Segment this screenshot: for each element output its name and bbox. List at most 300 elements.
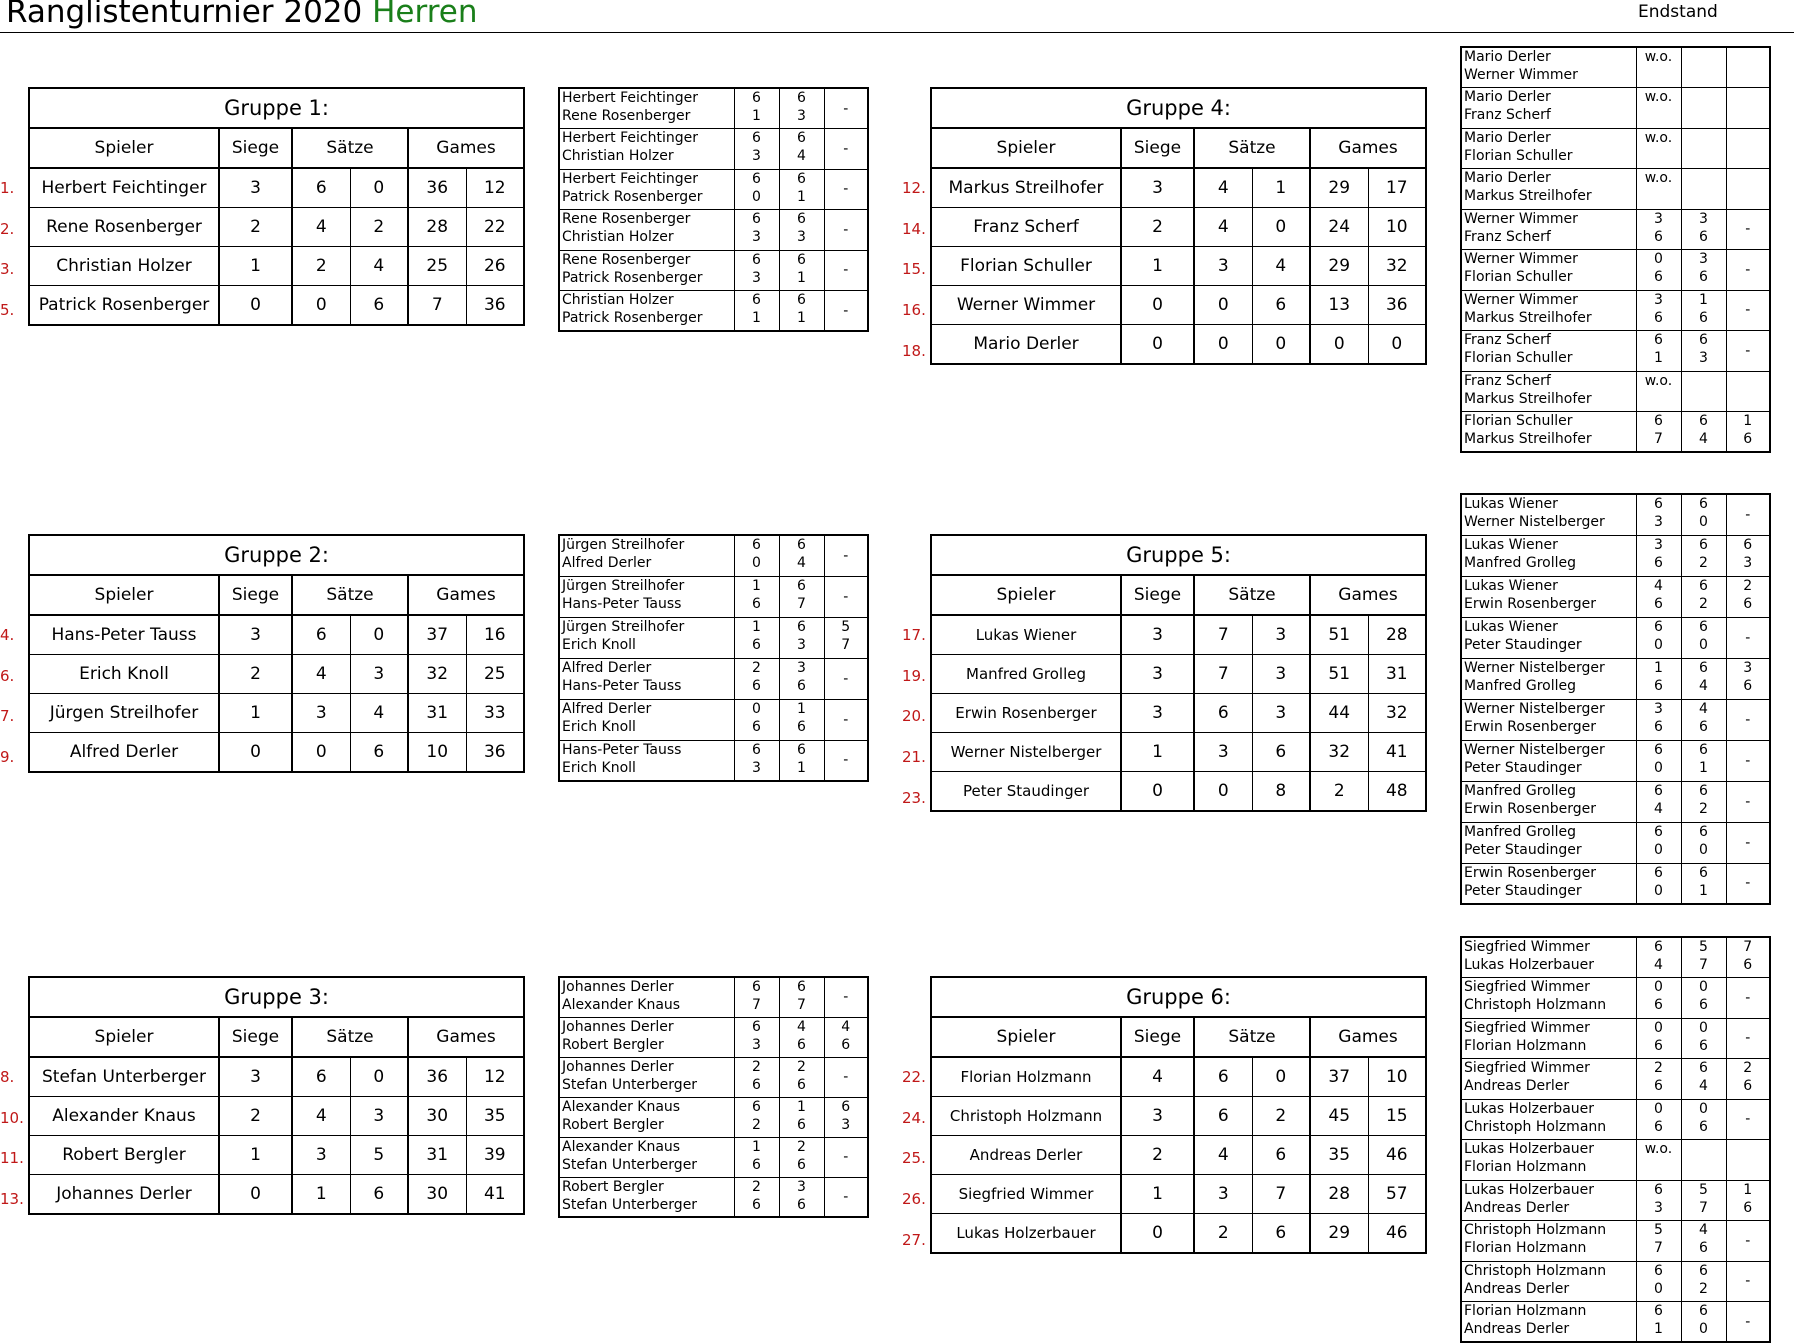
set-1-score-p1: 0 [1654,1019,1663,1036]
match-row [1461,47,1770,88]
set-2-score-p1: 1 [1699,291,1708,308]
match-player-2: Erwin Rosenberger [1464,718,1596,735]
match-player-2: Peter Staudinger [1464,882,1582,899]
set-2-score [1681,1140,1726,1181]
set-3-score-p1 [1727,88,1770,106]
set-3-score-p2 [1727,1158,1770,1176]
set-3-score [1726,1018,1770,1059]
set-1-score-p2: 6 [752,718,761,735]
match-player-1: Manfred Grolleg [1464,823,1576,840]
set-3-score [824,1017,868,1057]
set-1-score-p2: 6 [752,595,761,612]
group-title: Gruppe 2: [29,535,524,575]
set-3-score-p2: 6 [1743,1078,1753,1094]
match-players [559,129,734,170]
column-header-spieler: Spieler [931,1017,1121,1057]
set-1-score [1636,494,1681,535]
match-players [1461,740,1636,781]
player-saetze-lost: 5 [350,1136,408,1175]
player-games-lost: 36 [466,733,524,773]
set-2-score-p1: 4 [797,1018,806,1035]
match-players [559,250,734,291]
player-row [29,655,524,694]
set-1-score [734,88,779,129]
set-2-score-p2: 7 [1699,1199,1708,1216]
player-saetze-won: 7 [1194,655,1252,694]
set-1-score-p1: 4 [1654,577,1663,594]
set-3-score [1726,576,1770,617]
player-games-won: 36 [408,1057,466,1097]
rank-number: 13. [0,1190,24,1208]
player-games-won: 32 [408,655,466,694]
column-header-saetze: Sätze [292,1017,408,1057]
set-1-score-p2: 6 [1654,309,1663,326]
player-games-lost: 41 [1368,733,1426,772]
match-player-1: Lukas Wiener [1464,536,1558,553]
player-saetze-won: 4 [292,208,350,247]
match-row [559,535,868,576]
match-player-1: Johannes Derler [562,1018,674,1035]
player-row [931,325,1426,365]
player-saetze-won: 3 [1194,733,1252,772]
player-siege: 3 [219,615,292,655]
rank-number: 18. [902,341,926,360]
set-3-score [1726,822,1770,863]
match-players [559,617,734,658]
set-2-score-p1: 2 [797,1058,806,1075]
set-2-score [1681,250,1726,291]
set-2-score [779,1137,824,1177]
set-1-score-p1: 1 [752,1138,761,1155]
set-3-dash: - [1745,261,1751,278]
rank-number: 9. [0,748,15,766]
set-3-score [824,617,868,658]
column-header-spieler: Spieler [29,575,219,615]
set-1-score-p1: 6 [1654,1181,1663,1198]
set-3-dash: - [1745,1030,1751,1047]
set-1-score-p1: 3 [1654,210,1663,227]
player-siege: 0 [1121,772,1194,812]
match-players [1461,371,1636,412]
set-1-score-p2: 6 [1654,595,1663,612]
set-3-score [1726,658,1770,699]
match-player-2: Peter Staudinger [1464,636,1582,653]
match-results-table [1460,46,1771,453]
match-player-1: Jürgen Streilhofer [562,618,685,635]
player-games-won: 32 [1310,733,1368,772]
match-player-1: Mario Derler [1464,170,1551,186]
set-2-score [1681,1059,1726,1100]
player-games-lost: 35 [466,1097,524,1136]
set-1-score [1636,535,1681,576]
column-header-games: Games [1310,575,1426,615]
player-row [29,1175,524,1215]
match-players [1461,1099,1636,1140]
column-header-saetze: Sätze [1194,575,1310,615]
set-2-score [1681,1099,1726,1140]
column-header-games: Games [1310,128,1426,168]
match-players [1461,1221,1636,1262]
player-saetze-won: 3 [1194,247,1252,286]
player-saetze-lost: 4 [350,247,408,286]
set-1-score-p1: 1 [752,577,761,594]
column-header-row [29,128,524,168]
set-2-score-p2: 1 [797,269,806,286]
set-2-score-p2 [1682,1158,1726,1176]
match-row [1461,290,1770,331]
set-1-score [1636,371,1681,412]
set-2-score-p2: 6 [797,718,806,735]
set-1-score [1636,617,1681,658]
player-siege: 3 [1121,615,1194,655]
set-1-score-p2: 6 [1654,269,1663,285]
player-games-won: 51 [1310,655,1368,694]
set-3-dash: - [1745,1313,1751,1330]
match-player-2: Lukas Holzerbauer [1464,957,1595,973]
set-1-score-p1: 6 [1654,741,1663,758]
set-2-score [1681,781,1726,822]
set-2-score [1681,658,1726,699]
set-3-score-p1: 6 [1743,536,1753,553]
column-header-row [29,1017,524,1057]
set-3-dash: - [843,302,849,319]
match-player-2: Markus Streilhofer [1464,431,1592,447]
set-3-score-p2: 3 [1743,554,1753,571]
player-siege: 0 [1121,1214,1194,1254]
player-name: Stefan Unterberger [29,1057,219,1097]
match-row [1461,1018,1770,1059]
player-row [29,1097,524,1136]
set-2-score-p2: 2 [1699,595,1708,612]
set-2-score [1681,1180,1726,1221]
player-games-won: 36 [408,168,466,208]
player-name: Markus Streilhofer [931,168,1121,208]
set-2-score-p1: 0 [1699,979,1708,995]
set-2-score-p1 [1682,48,1726,66]
column-header-siege: Siege [219,1017,292,1057]
player-siege: 2 [219,1097,292,1136]
match-row [559,291,868,332]
set-3-score [1726,371,1770,412]
set-1-score [1636,822,1681,863]
set-2-score-p1: 6 [1699,1303,1708,1319]
match-player-2: Stefan Unterberger [562,1076,698,1093]
set-2-score-p2: 6 [797,1036,806,1053]
match-players [1461,937,1636,978]
player-saetze-lost: 6 [350,1175,408,1215]
set-3-dash: - [1745,711,1751,728]
set-3-score [824,699,868,740]
set-2-score-p2: 1 [1699,759,1708,776]
set-2-score-p1: 4 [1699,1222,1708,1238]
group-title: Gruppe 5: [931,535,1426,575]
match-players [559,210,734,251]
set-1-score-p1: 6 [752,251,761,268]
set-3-score [1726,290,1770,331]
player-games-lost: 46 [1368,1214,1426,1254]
player-siege: 1 [219,1136,292,1175]
set-3-dash: - [843,547,849,564]
player-name: Alexander Knaus [29,1097,219,1136]
column-header-games: Games [408,128,524,168]
match-row [559,617,868,658]
player-siege: 0 [219,733,292,773]
group-standings-table [28,534,525,773]
set-2-score-p2 [1682,106,1726,124]
player-saetze-lost: 6 [1252,733,1310,772]
player-saetze-won: 6 [292,1057,350,1097]
set-1-score-p2: 6 [1654,1078,1663,1094]
set-2-score [779,699,824,740]
set-2-score-p1: 6 [797,537,806,553]
set-2-score-p1: 6 [1699,782,1708,799]
match-row [1461,1059,1770,1100]
match-player-1: Siegfried Wimmer [1464,1019,1590,1036]
match-player-1: Lukas Holzerbauer [1464,1181,1595,1198]
set-1-score [1636,290,1681,331]
player-siege: 2 [1121,208,1194,247]
player-saetze-lost: 4 [1252,247,1310,286]
player-games-lost: 16 [466,615,524,655]
match-player-1: Johannes Derler [562,1058,674,1075]
match-players [1461,250,1636,291]
player-saetze-won: 6 [292,615,350,655]
match-row [1461,576,1770,617]
match-player-1: Werner Wimmer [1464,210,1578,227]
set-2-score [779,576,824,617]
set-3-dash: - [843,1149,849,1165]
set-3-dash: - [1745,989,1751,1006]
set-2-score-p1: 6 [1699,1060,1708,1076]
match-player-1: Werner Nistelberger [1464,741,1605,758]
group-title: Gruppe 3: [29,977,524,1017]
set-1-score-p1: 6 [1654,618,1663,635]
match-row [1461,978,1770,1019]
match-row [1461,412,1770,453]
player-row [29,1057,524,1097]
group-title: Gruppe 4: [931,88,1426,128]
match-player-1: Alfred Derler [562,659,652,676]
set-2-score-p1: 6 [797,979,806,995]
set-1-score [1636,169,1681,210]
match-player-2: Manfred Grolleg [1464,554,1576,571]
set-3-score-p1: 3 [1743,659,1753,676]
match-row [559,1057,868,1097]
set-2-score-p2: 2 [1699,1280,1708,1297]
set-3-dash: - [1745,1273,1751,1290]
set-2-score [1681,169,1726,210]
set-1-score-p2: 0 [1654,759,1663,776]
match-player-2: Erich Knoll [562,718,636,735]
set-1-score-p2: 3 [1654,1199,1663,1216]
set-3-score [1726,699,1770,740]
set-1-score-p1: 0 [1654,1100,1663,1117]
set-3-score [824,658,868,699]
set-2-score-p1: 6 [797,741,806,758]
player-row [29,286,524,326]
match-row [559,129,868,170]
match-players [1461,169,1636,210]
column-header-siege: Siege [1121,1017,1194,1057]
set-1-score [734,740,779,781]
player-siege: 0 [1121,325,1194,365]
set-2-score-p2: 6 [797,677,806,694]
set-3-score-p1: 5 [841,618,851,635]
set-1-score-p1: 6 [752,1098,761,1115]
set-3-score [1726,494,1770,535]
player-name: Robert Bergler [29,1136,219,1175]
set-2-score-p2: 7 [797,997,806,1013]
set-1-score-p2: 1 [752,310,761,326]
set-3-score-p1: 4 [841,1018,851,1035]
set-2-score-p1: 6 [1699,618,1708,635]
player-saetze-lost: 3 [1252,694,1310,733]
match-players [1461,699,1636,740]
set-1-score-p2: 6 [1654,677,1663,694]
match-player-1: Mario Derler [1464,49,1551,65]
rank-number: 6. [0,666,15,685]
set-2-score-p1: 6 [797,618,806,635]
rank-number: 26. [902,1190,926,1208]
set-2-score [779,129,824,170]
set-2-score [1681,1221,1726,1262]
set-3-score [824,1097,868,1137]
set-3-dash: - [843,588,849,605]
player-row [931,1136,1426,1175]
match-player-2: Florian Schuller [1464,269,1573,285]
match-row [1461,1140,1770,1181]
column-header-games: Games [1310,1017,1426,1057]
set-3-score [1726,617,1770,658]
set-1-score-p2: 6 [752,1076,761,1093]
set-2-score-p2: 6 [1699,718,1708,735]
player-saetze-won: 3 [292,694,350,733]
set-3-score [1726,863,1770,904]
column-header-spieler: Spieler [931,128,1121,168]
set-1-score-p2 [1637,147,1681,165]
player-siege: 4 [1121,1057,1194,1097]
set-1-score-p1: 6 [1654,413,1663,429]
set-1-score [1636,1140,1681,1181]
set-2-score-p1: 6 [797,292,806,308]
player-games-lost: 28 [1368,615,1426,655]
set-2-score-p2: 6 [1699,1240,1708,1256]
player-games-lost: 10 [1368,208,1426,247]
player-name: Mario Derler [931,325,1121,365]
set-2-score [1681,331,1726,372]
match-player-2: Alfred Derler [562,555,652,571]
match-player-1: Mario Derler [1464,129,1551,146]
player-saetze-lost: 7 [1252,1175,1310,1214]
match-player-2: Manfred Grolleg [1464,677,1576,694]
set-3-score-p1: 1 [1743,1181,1753,1198]
group-title-row [931,535,1426,575]
rank-number: 22. [902,1068,926,1087]
set-1-score [734,169,779,210]
set-1-score-p2: 6 [1654,1118,1663,1135]
match-player-2: Florian Schuller [1464,350,1573,366]
set-3-score-p1 [1727,169,1770,187]
player-name: Herbert Feichtinger [29,168,219,208]
set-2-score [779,1097,824,1137]
player-name: Franz Scherf [931,208,1121,247]
set-2-score [1681,88,1726,129]
match-players [1461,88,1636,129]
group-standings-table [930,976,1427,1254]
match-players [1461,209,1636,250]
player-row [931,247,1426,286]
player-games-won: 7 [408,286,466,326]
set-2-score [1681,576,1726,617]
match-player-1: Herbert Feichtinger [562,170,698,187]
match-row [559,699,868,740]
player-name: Lukas Wiener [931,615,1121,655]
set-1-score-p2: 0 [752,188,761,205]
match-players [1461,1059,1636,1100]
set-3-dash: - [843,140,849,157]
set-1-score-p1: 3 [1654,291,1663,308]
column-header-row [931,1017,1426,1057]
set-3-score-p2: 6 [1743,1199,1753,1216]
match-player-2: Florian Schuller [1464,147,1573,164]
player-games-won: 30 [408,1175,466,1215]
player-saetze-lost: 0 [1252,208,1310,247]
match-players [1461,412,1636,453]
set-1-score [1636,658,1681,699]
set-2-score-p2: 1 [797,310,806,326]
player-saetze-won: 4 [1194,168,1252,208]
rank-number: 11. [0,1149,24,1168]
set-1-score-p2: 0 [1654,636,1663,653]
set-2-score [779,88,824,129]
status-label: Endstand [1638,2,1718,22]
match-players [1461,781,1636,822]
set-1-score [1636,740,1681,781]
set-3-dash: - [843,100,849,117]
set-3-score-p2: 3 [841,1116,851,1133]
set-2-score [1681,863,1726,904]
match-players [1461,1261,1636,1302]
set-2-score [1681,371,1726,412]
player-saetze-won: 3 [1194,1175,1252,1214]
player-name: Johannes Derler [29,1175,219,1215]
match-player-2: Christoph Holzmann [1464,997,1607,1013]
set-2-score-p1: 6 [797,170,806,187]
match-players [559,699,734,740]
set-1-score-p1: 0 [752,700,761,717]
set-1-score [734,1097,779,1137]
match-row [1461,822,1770,863]
player-games-won: 24 [1310,208,1368,247]
column-header-row [931,575,1426,615]
match-players [559,977,734,1017]
match-player-1: Rene Rosenberger [562,211,691,227]
match-player-2: Florian Holzmann [1464,1240,1587,1256]
player-siege: 1 [1121,247,1194,286]
match-row [1461,209,1770,250]
set-1-score-p2: 6 [1654,997,1663,1013]
set-1-score-p1: 6 [1654,332,1663,348]
set-3-dash: - [1745,506,1751,523]
player-row [931,168,1426,208]
set-3-score [824,291,868,332]
match-player-2: Robert Bergler [562,1036,664,1053]
player-row [931,1057,1426,1097]
match-players [1461,331,1636,372]
player-row [931,733,1426,772]
player-siege: 0 [1121,286,1194,325]
match-row [1461,781,1770,822]
